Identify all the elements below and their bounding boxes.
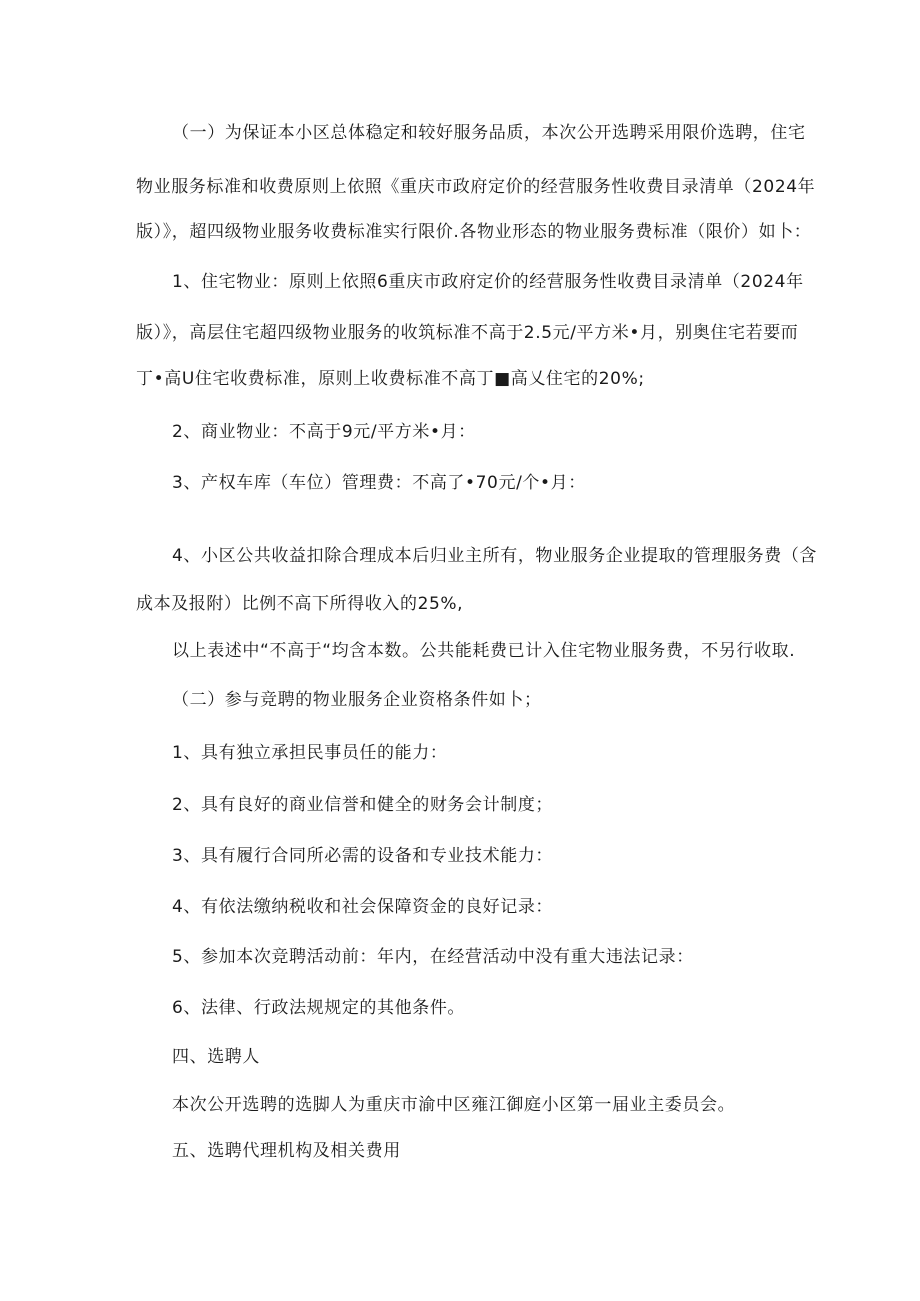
- paragraph-line: 丁•高U住宅收费标准，原则上收费标准不高丁■高乂住宅的20%;: [136, 369, 645, 389]
- paragraph-line: （一）为保证本小区总体稳定和较好服务品质，本次公开选聘采用限价选聘，住宅: [172, 123, 806, 143]
- paragraph-line: 4、有依法缴纳税收和社会保障资金的良好记录：: [172, 897, 554, 917]
- section-heading: 五、选聘代理机构及相关费用: [172, 1141, 401, 1161]
- paragraph-line: 本次公开选聘的选脚人为重庆市渝中区雍江御庭小区第一届业主委员会。: [172, 1095, 736, 1115]
- paragraph-line: 1、具有独立承担民事员任的能力：: [172, 743, 448, 763]
- paragraph-line: 以上表述中“不高于“均含本数。公共能耗费已计入住宅物业服务费，不另行收取.: [172, 641, 796, 661]
- paragraph-line: 2、商业物业：不高于9元/平方米•月：: [172, 422, 476, 442]
- paragraph-line: 3、具有履行合同所必需的设备和专业技术能力：: [172, 846, 554, 866]
- paragraph-line: 6、法律、行政法规规定的其他条件。: [172, 998, 466, 1018]
- paragraph-line: 1、住宅物业：原则上依照6重庆市政府定价的经营服务性收费目录清单（2024年: [172, 272, 804, 292]
- paragraph-line: 物业服务标准和收费原则上依照《重庆市政府定价的经营服务性收费目录清单（2024年: [136, 177, 816, 197]
- paragraph-line: 3、产权车库（车位）管理费：不高了•70元/个•月：: [172, 473, 586, 493]
- paragraph-line: （二）参与竞聘的物业服务企业资格条件如卜；: [172, 690, 542, 710]
- paragraph-line: 2、具有良好的商业信誉和健全的财务会计制度；: [172, 795, 554, 815]
- paragraph-line: 5、参加本次竞聘活动前：年内，在经营活动中没有重大违法记录：: [172, 947, 694, 967]
- paragraph-line: 版）》，超四级物业服务收费标准实行限价.各物业形态的物业服务费标准（限价）如卜：: [136, 222, 812, 242]
- paragraph-line: 成本及报附）比例不高下所得收入的25%,: [136, 594, 464, 614]
- section-heading: 四、选聘人: [172, 1047, 260, 1067]
- paragraph-line: 版）》，高层住宅超四级物业服务的收筑标准不高于2.5元/平方米•月，别奥住宅若要而: [136, 323, 799, 343]
- paragraph-line: 4、小区公共收益扣除合理成本后归业主所有，物业服务企业提取的管理服务费（含: [172, 546, 818, 566]
